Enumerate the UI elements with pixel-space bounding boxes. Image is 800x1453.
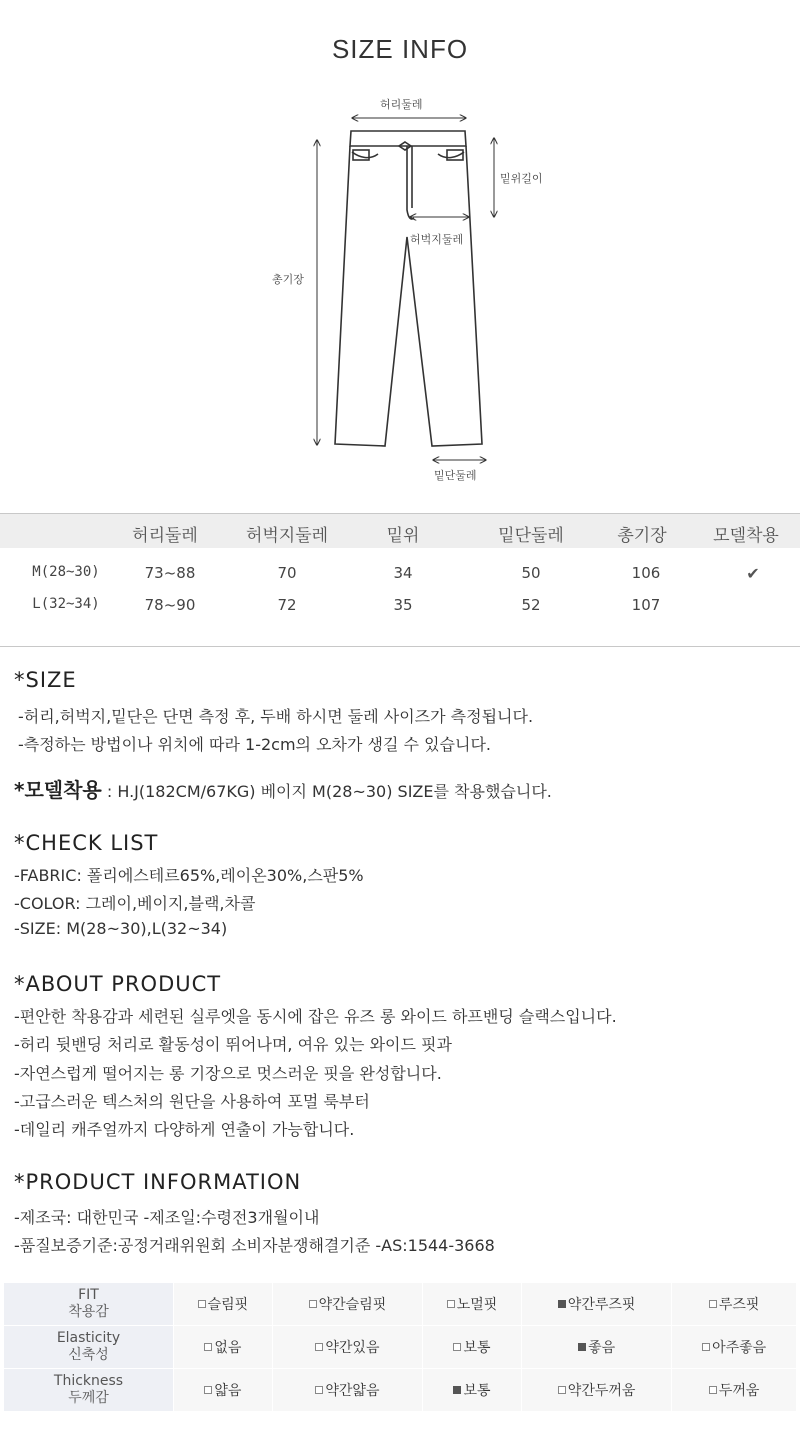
size-section-title: *SIZE [14, 668, 77, 692]
col-thigh: 허벅지둘레 [245, 526, 329, 546]
fit-option [423, 1283, 522, 1326]
fit-option-text: 약간슬림핏 [318, 1297, 387, 1313]
thigh-label: 허벅지둘레 [410, 233, 464, 246]
fit-option-text: 아주좋음 [712, 1340, 767, 1356]
product-info-line: -품질보증기준:공정거래위원회 소비자분쟁해결기준 -AS:1544-3668 [14, 1236, 495, 1255]
col-waist: 허리둘레 [132, 526, 198, 546]
waist-label: 허리둘레 [380, 98, 423, 111]
fit-label-ko: 신축성 [68, 1347, 109, 1363]
checked-box-icon [453, 1386, 461, 1394]
fit-option [521, 1369, 671, 1412]
fit-option [672, 1326, 797, 1369]
about-line: -고급스러운 텍스처의 원단을 사용하여 포멀 룩부터 [14, 1092, 370, 1111]
fit-row [4, 1283, 797, 1326]
size-cell: 78~90 [144, 596, 196, 614]
page-title: SIZE INFO [331, 34, 469, 64]
size-cell: 52 [521, 596, 541, 614]
size-cell: 73~88 [144, 564, 196, 582]
fit-row-label [4, 1283, 174, 1326]
size-cell: 106 [631, 564, 661, 582]
col-model: 모델착용 [713, 526, 779, 546]
empty-box-icon [453, 1343, 461, 1351]
about-line: -편안한 착용감과 세련된 실루엣을 동시에 잡은 유즈 롱 와이드 하프밴딩 슬랙스입니다. [14, 1007, 617, 1026]
fit-row [4, 1369, 797, 1412]
size-note: -허리,허벅지,밑단은 단면 측정 후, 두배 하시면 둘레 사이즈가 측정됩니다. [18, 707, 534, 726]
check-list-item: -SIZE: M(28~30),L(32~34) [14, 919, 228, 938]
fit-option-text: 두꺼움 [718, 1383, 760, 1399]
size-cell: 35 [393, 596, 413, 614]
check-list-item: -FABRIC: 폴리에스테르65%,레이온30%,스판5% [14, 866, 364, 885]
product-info-title: *PRODUCT INFORMATION [14, 1170, 302, 1194]
fit-option [272, 1283, 422, 1326]
size-note: -측정하는 방법이나 위치에 따라 1-2cm의 오차가 생길 수 있습니다. [18, 735, 492, 754]
size-cell: 107 [631, 596, 661, 614]
empty-box-icon [315, 1386, 323, 1394]
fit-row [4, 1326, 797, 1369]
empty-box-icon [309, 1300, 317, 1308]
empty-box-icon [447, 1300, 455, 1308]
fit-option-text: 루즈핏 [718, 1297, 760, 1313]
table-row [0, 588, 800, 620]
fit-label-en: Elasticity [56, 1330, 121, 1346]
fit-label-en: Thickness [53, 1373, 124, 1389]
fit-option-text: 슬림핏 [207, 1297, 249, 1313]
fit-option-text: 약간루즈핏 [567, 1297, 636, 1313]
fit-option [672, 1369, 797, 1412]
empty-box-icon [198, 1300, 206, 1308]
rise-label: 밑위길이 [500, 172, 543, 185]
size-cell: 70 [277, 564, 297, 582]
fit-label-en: FIT [78, 1287, 99, 1303]
size-cell: 34 [393, 564, 413, 582]
model-value: : H.J(182CM/67KG) 베이지 M(28~30) SIZE를 착용했습니다. [101, 782, 552, 801]
empty-box-icon [204, 1386, 212, 1394]
product-info-line: -제조국: 대한민국 -제조일:수령전3개월이내 [14, 1208, 320, 1227]
fit-option-text: 약간있음 [325, 1340, 380, 1356]
checked-box-icon [558, 1300, 566, 1308]
size-label: M(28~30) [32, 564, 100, 580]
about-title: *ABOUT PRODUCT [14, 972, 222, 996]
fit-option-text: 없음 [214, 1340, 242, 1356]
fit-option [423, 1326, 522, 1369]
empty-box-icon [204, 1343, 212, 1351]
check-icon: ✔ [746, 564, 760, 583]
fit-option-text: 좋음 [588, 1340, 616, 1356]
col-length: 총기장 [617, 526, 667, 546]
about-line: -허리 뒷밴딩 처리로 활동성이 뛰어나며, 여유 있는 와이드 핏과 [14, 1035, 452, 1054]
checked-box-icon [578, 1343, 586, 1351]
pants-size-diagram [0, 90, 800, 490]
size-label: L(32~34) [32, 596, 100, 612]
model-title: *모델착용 [14, 778, 102, 802]
size-cell: 72 [277, 596, 297, 614]
fit-option [272, 1326, 422, 1369]
empty-box-icon [709, 1300, 717, 1308]
fit-option-text: 보통 [463, 1383, 491, 1399]
table-row [0, 556, 800, 588]
model-info [14, 774, 552, 803]
about-line: -자연스럽게 떨어지는 롱 기장으로 멋스러운 핏을 완성합니다. [14, 1064, 442, 1083]
fit-option-text: 약간얇음 [325, 1383, 380, 1399]
fit-row-label [4, 1326, 174, 1369]
fit-option-text: 얇음 [214, 1383, 242, 1399]
fit-option [423, 1369, 522, 1412]
size-table [0, 513, 800, 647]
fit-table [3, 1282, 797, 1412]
pants-drawing [0, 90, 800, 490]
empty-box-icon [702, 1343, 710, 1351]
fit-option [672, 1283, 797, 1326]
fit-option [521, 1283, 671, 1326]
length-label: 총기장 [272, 273, 304, 286]
fit-option [174, 1283, 273, 1326]
check-list-title: *CHECK LIST [14, 831, 159, 855]
empty-box-icon [709, 1386, 717, 1394]
fit-row-label [4, 1369, 174, 1412]
size-table-bottom [0, 620, 800, 647]
fit-option [174, 1369, 273, 1412]
fit-option [272, 1369, 422, 1412]
hem-label: 밑단둘레 [434, 469, 477, 482]
fit-label-ko: 착용감 [68, 1304, 109, 1320]
fit-option-text: 보통 [463, 1340, 491, 1356]
fit-label-ko: 두께감 [68, 1390, 109, 1406]
fit-option-text: 약간두꺼움 [567, 1383, 636, 1399]
fit-option [521, 1326, 671, 1369]
about-line: -데일리 캐주얼까지 다양하게 연출이 가능합니다. [14, 1120, 355, 1139]
size-cell: 50 [521, 564, 541, 582]
check-list-item: -COLOR: 그레이,베이지,블랙,차콜 [14, 894, 256, 913]
size-table-header [0, 513, 800, 548]
fit-option-text: 노멀핏 [456, 1297, 498, 1313]
col-rise: 밑위 [386, 526, 420, 546]
empty-box-icon [558, 1386, 566, 1394]
pants-outline [335, 131, 482, 446]
col-hem: 밑단둘레 [498, 526, 564, 546]
empty-box-icon [315, 1343, 323, 1351]
fit-option [174, 1326, 273, 1369]
